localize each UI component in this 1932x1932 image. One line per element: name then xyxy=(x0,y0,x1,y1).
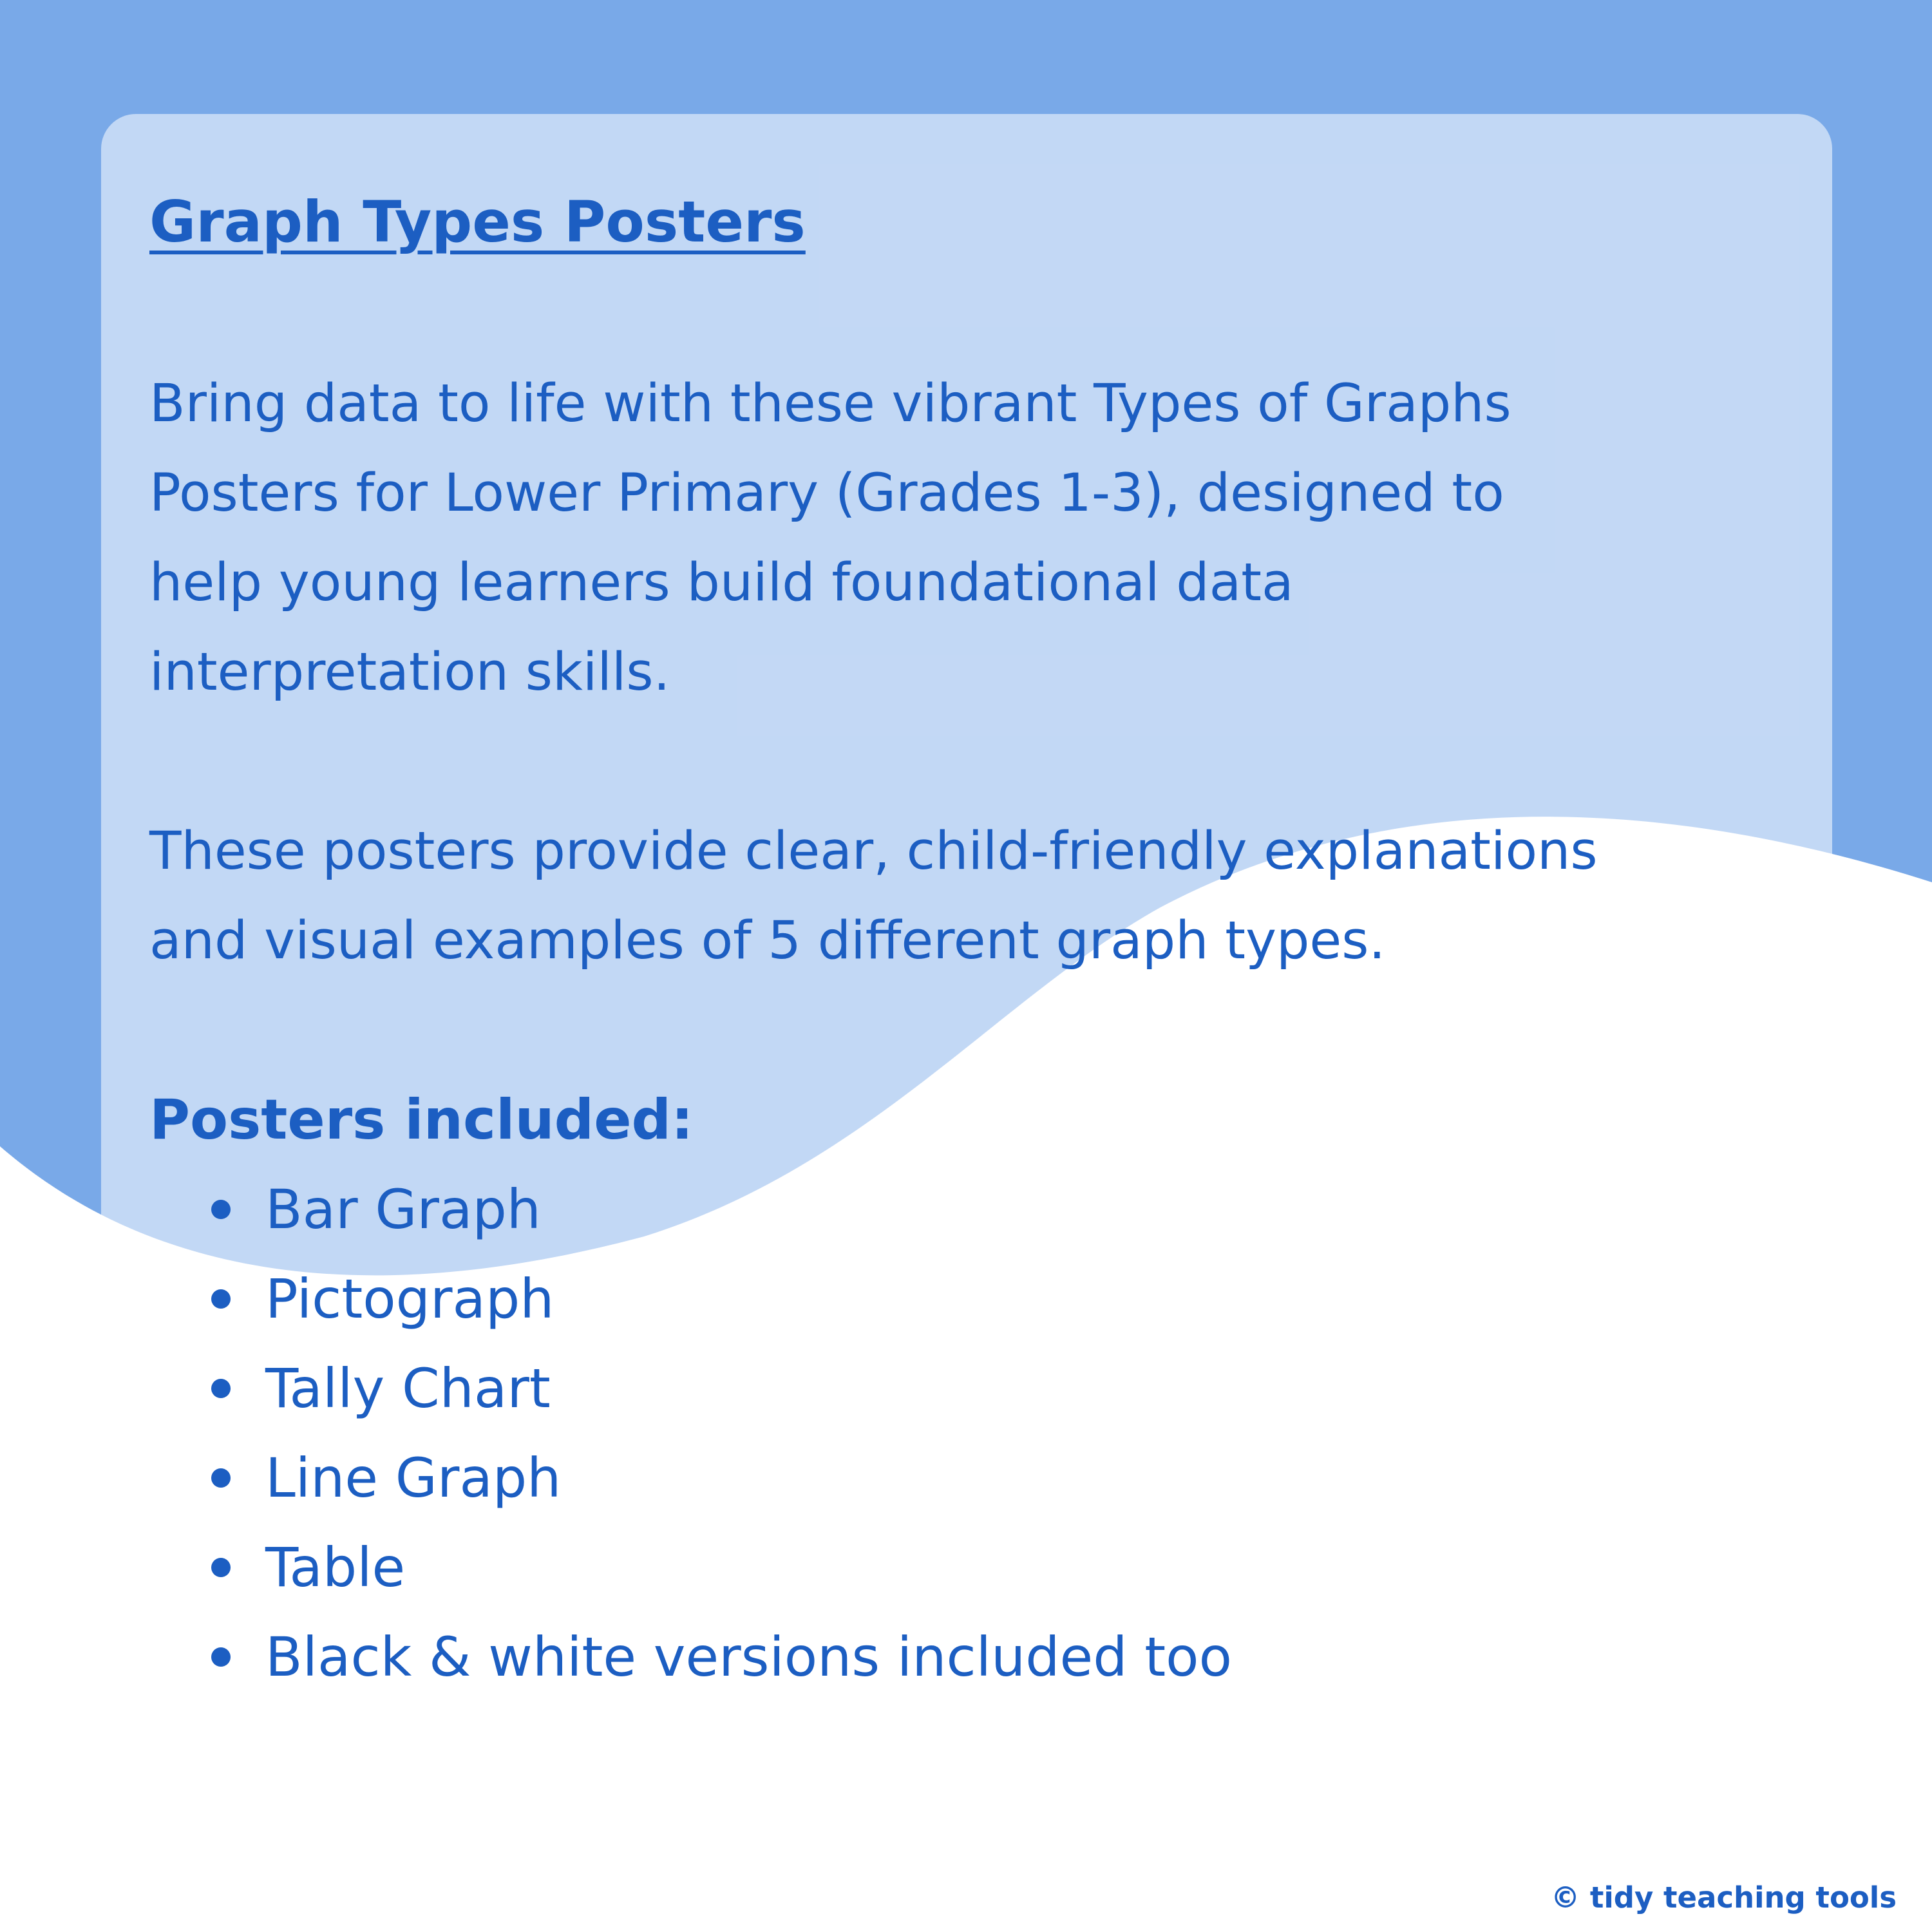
bullet-icon xyxy=(211,1289,231,1309)
list-item-label: Pictograph xyxy=(265,1267,554,1331)
bullet-icon xyxy=(211,1558,231,1577)
list-item-label: Bar Graph xyxy=(265,1178,541,1241)
description-panel xyxy=(149,180,1798,1702)
intro-line: interpretation skills. xyxy=(149,642,670,703)
bullet-icon xyxy=(211,1647,231,1667)
details-line: These posters provide clear, child-friendly explanations xyxy=(149,821,1598,882)
list-item xyxy=(149,1344,1798,1434)
list-item xyxy=(149,1255,1798,1344)
list-item-label: Black & white versions included too xyxy=(265,1625,1232,1689)
list-item xyxy=(149,1523,1798,1613)
intro-line: Bring data to life with these vibrant Types of Graphs xyxy=(149,374,1511,434)
copyright-footer: © tidy teaching tools xyxy=(1551,1880,1897,1915)
posters-list xyxy=(149,1165,1798,1702)
intro-line: help young learners build foundational data xyxy=(149,553,1294,613)
list-item-label: Tally Chart xyxy=(265,1357,551,1420)
posters-heading: Posters included: xyxy=(149,1088,694,1152)
intro-paragraph xyxy=(149,359,1798,717)
list-item xyxy=(149,1613,1798,1702)
bullet-icon xyxy=(211,1468,231,1488)
list-item xyxy=(149,1165,1798,1255)
list-item xyxy=(149,1434,1798,1523)
bullet-icon xyxy=(211,1200,231,1219)
details-line: and visual examples of 5 different graph types. xyxy=(149,911,1386,971)
bullet-icon xyxy=(211,1379,231,1398)
intro-line: Posters for Lower Primary (Grades 1-3), designed to xyxy=(149,463,1504,524)
list-item-label: Line Graph xyxy=(265,1446,562,1510)
details-paragraph xyxy=(149,807,1798,986)
page-title: Graph Types Posters xyxy=(149,189,806,255)
list-item-label: Table xyxy=(265,1536,406,1599)
